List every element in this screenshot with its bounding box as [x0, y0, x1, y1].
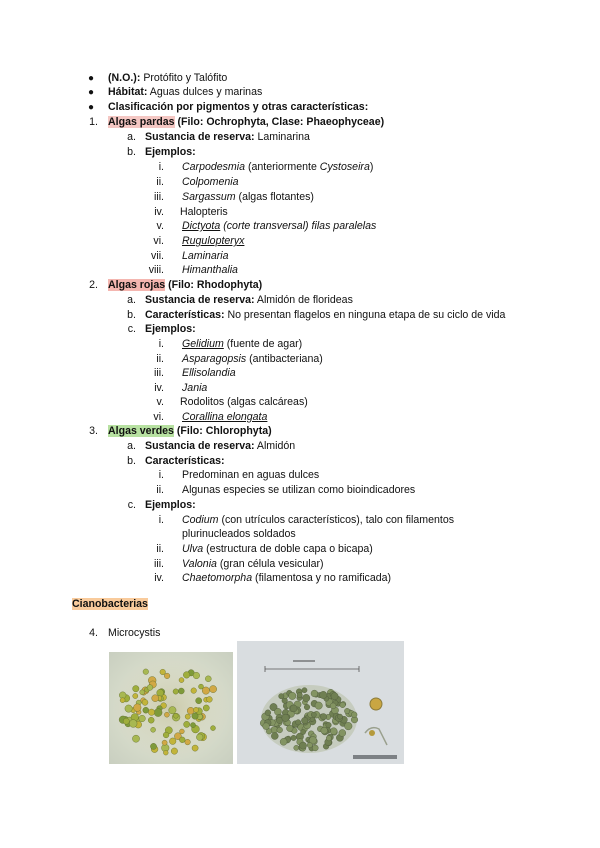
- cell-mark: [120, 698, 125, 703]
- highlight-pardas: Algas pardas: [108, 116, 175, 128]
- cell-mark: [304, 704, 310, 710]
- section-number: 2.: [89, 279, 98, 291]
- cell-mark: [207, 697, 213, 703]
- cell-mark: [129, 720, 137, 728]
- example-corallina: Corallina elongata: [182, 411, 268, 423]
- cell-mark: [163, 750, 168, 755]
- roman-marker: iv.: [154, 572, 164, 584]
- example-asparagopsis: Asparagopsis (antibacteriana): [182, 353, 323, 365]
- cell-mark: [330, 728, 337, 735]
- cell-mark: [210, 686, 217, 693]
- bullet-dot: ●: [88, 87, 95, 98]
- cell-mark: [178, 688, 184, 694]
- cell-mark: [169, 707, 176, 714]
- no-text: Protófito y Talófito: [140, 72, 228, 84]
- cell-mark: [303, 694, 310, 701]
- pardas-reserve: [145, 131, 310, 144]
- cell-mark: [331, 693, 338, 700]
- cell-mark: [297, 692, 302, 697]
- roman-marker: i.: [158, 338, 164, 350]
- cell-mark: [296, 720, 301, 725]
- cell-mark: [311, 712, 316, 717]
- pardas-rest: (Filo: Ochrophyta, Clase: Phaeophyceae): [174, 116, 385, 128]
- cell-mark: [344, 708, 349, 713]
- cell-mark: [320, 714, 326, 720]
- habitat-text: Aguas dulces y marinas: [147, 86, 263, 98]
- cell-mark: [148, 717, 154, 723]
- section-heading-pardas: [108, 116, 384, 129]
- cell-mark: [140, 690, 145, 695]
- cell-mark: [277, 727, 283, 733]
- cell-mark: [132, 735, 139, 742]
- cell-mark: [123, 718, 129, 724]
- cell-mark: [345, 722, 353, 730]
- rojas-rest: (Filo: Rhodophyta): [165, 279, 263, 291]
- example-laminaria: Laminaria: [182, 250, 229, 262]
- cell-mark: [321, 727, 328, 734]
- cell-mark: [142, 699, 148, 705]
- roman-marker: i.: [158, 469, 164, 481]
- microcystis-photo-right: [237, 641, 404, 764]
- cell-mark: [184, 721, 190, 727]
- cell-mark: [143, 669, 149, 675]
- bullet-habitat: [108, 86, 262, 99]
- cell-mark: [291, 735, 296, 740]
- highlight-rojas: Algas rojas: [108, 279, 166, 291]
- cell-mark: [193, 707, 198, 712]
- cell-mark: [312, 745, 318, 751]
- cell-mark: [315, 702, 322, 709]
- roman-marker: v.: [156, 220, 164, 232]
- roman-marker: v.: [156, 396, 164, 408]
- roman-marker: i.: [158, 161, 164, 173]
- cell-mark: [171, 748, 177, 754]
- cell-mark: [157, 689, 164, 696]
- example-gelidium: Gelidium (fuente de agar): [182, 338, 303, 350]
- verdes-reserve: Sustancia de reserva: Almidón: [145, 440, 296, 452]
- cell-mark: [287, 725, 294, 732]
- roman-marker: vi.: [153, 411, 164, 423]
- roman-marker: ii.: [156, 543, 164, 555]
- cell-mark: [326, 722, 332, 728]
- cell-mark: [337, 714, 342, 719]
- cell-mark: [139, 715, 146, 722]
- list-marker: a.: [127, 440, 136, 452]
- cell-mark: [340, 702, 346, 708]
- verdes-rest: (Filo: Chlorophyta): [173, 425, 272, 437]
- roman-marker: vii.: [151, 250, 164, 262]
- list-marker: c.: [127, 499, 136, 511]
- roman-marker: vi.: [153, 235, 164, 247]
- highlight-cyano: Cianobacterias: [72, 598, 148, 610]
- example-jania: Jania: [182, 382, 208, 394]
- roman-marker: iii.: [153, 191, 164, 203]
- cell-mark: [164, 673, 170, 679]
- cell-mark: [196, 734, 203, 741]
- cell-mark: [180, 729, 185, 734]
- cell-mark: [154, 709, 162, 717]
- cell-mark: [330, 703, 336, 709]
- cell-mark: [185, 714, 190, 719]
- cell-mark: [279, 694, 284, 699]
- section-heading-rojas: [108, 279, 262, 292]
- example-colpomenia: Colpomenia: [182, 176, 239, 188]
- example-halopteris: Halopteris: [180, 206, 228, 218]
- highlight-verdes: Algas verdes: [108, 425, 174, 437]
- section-number: 1.: [89, 116, 98, 128]
- cyano-item: Microcystis: [108, 627, 161, 639]
- cell-mark: [202, 687, 209, 694]
- roman-marker: viii.: [148, 264, 164, 276]
- habitat-label: Hábitat:: [108, 86, 148, 98]
- cell-mark: [183, 672, 190, 679]
- microcystis-photo-left: [109, 652, 233, 764]
- example-rodolitos: Rodolitos (algas calcáreas): [180, 396, 308, 408]
- examples-label: Ejemplos:: [145, 146, 196, 158]
- rojas-characteristics: Características: No presentan flagelos en ninguna etapa de su ciclo de vida: [145, 309, 506, 321]
- bullet-no: [108, 72, 227, 85]
- bullet-dot: ●: [88, 102, 95, 113]
- list-marker: a.: [127, 294, 136, 306]
- cell-mark: [203, 705, 209, 711]
- cell-mark: [265, 710, 271, 716]
- cell-mark: [339, 730, 346, 737]
- verdes-characteristics-label: Características:: [145, 455, 225, 467]
- reserve-label: Sustancia de reserva:: [145, 131, 255, 143]
- example-rugulopteryx: Rugulopteryx: [182, 235, 245, 247]
- cell-mark: [211, 726, 216, 731]
- cell-mark: [143, 707, 149, 713]
- list-marker: b.: [127, 309, 136, 321]
- section-number: 3.: [89, 425, 98, 437]
- cell-mark: [294, 745, 299, 750]
- example-codium-cont: plurinucleados soldados: [182, 528, 296, 540]
- roman-marker: ii.: [156, 176, 164, 188]
- cell-mark: [134, 704, 142, 712]
- cell-mark: [192, 713, 198, 719]
- example-himanthalia: Himanthalia: [182, 264, 238, 276]
- no-label: (N.O.):: [108, 72, 141, 84]
- example-sargassum: Sargassum (algas flotantes): [182, 191, 314, 203]
- cell-mark: [150, 743, 156, 749]
- section-number: 4.: [89, 627, 98, 639]
- list-marker: c.: [127, 323, 136, 335]
- cell-mark: [151, 727, 156, 732]
- cell-mark: [152, 695, 159, 702]
- cell-mark: [185, 739, 191, 745]
- cell-mark: [160, 669, 166, 675]
- cell-mark: [320, 691, 327, 698]
- clasificacion-label: Clasificación por pigmentos y otras características:: [108, 101, 369, 113]
- verdes-char-item: Algunas especies se utilizan como bioindicadores: [182, 484, 416, 496]
- cell-mark: [289, 692, 296, 699]
- section-heading-verdes: [108, 425, 272, 438]
- roman-marker: iii.: [153, 558, 164, 570]
- reserve-value: Laminarina: [254, 131, 310, 143]
- example-dictyota: Dictyota (corte transversal) filas paralelas: [182, 220, 377, 232]
- cell-mark: [179, 678, 184, 683]
- pardas-examples-label: [145, 146, 196, 159]
- cell-mark: [263, 723, 270, 730]
- cell-mark: [351, 712, 357, 718]
- cell-mark: [205, 676, 211, 682]
- cell-mark: [133, 693, 138, 698]
- roman-marker: ii.: [156, 484, 164, 496]
- cyano-heading: [72, 598, 148, 611]
- verdes-examples-label: Ejemplos:: [145, 499, 196, 511]
- cell-mark: [191, 688, 197, 694]
- example-valonia: Valonia (gran célula vesicular): [182, 558, 324, 570]
- verdes-char-item: Predominan en aguas dulces: [182, 469, 320, 481]
- cell-mark: [190, 723, 195, 728]
- example-codium: Codium (con utrículos característicos), talo con filamentos: [182, 514, 455, 526]
- list-marker: a.: [127, 131, 136, 143]
- cell-mark: [299, 742, 306, 749]
- bullet-dot: ●: [88, 73, 95, 84]
- roman-marker: iii.: [153, 367, 164, 379]
- cell-mark: [271, 733, 278, 740]
- cell-mark: [173, 689, 178, 694]
- example-ellisolandia: Ellisolandia: [182, 367, 236, 379]
- list-marker: b.: [127, 146, 136, 158]
- cell-mark: [164, 712, 169, 717]
- cell-mark: [302, 688, 307, 693]
- roman-marker: iv.: [154, 206, 164, 218]
- rojas-reserve: Sustancia de reserva: Almidón de florideas: [145, 294, 353, 306]
- example-ulva: Ulva (estructura de doble capa o bicapa): [182, 543, 373, 555]
- cell-mark: [193, 672, 200, 679]
- cell-mark: [163, 732, 169, 738]
- cell-mark: [280, 738, 287, 745]
- cell-mark: [179, 737, 185, 743]
- cell-mark: [147, 685, 153, 691]
- cell-mark: [311, 690, 318, 697]
- rojas-examples-label: Ejemplos:: [145, 323, 196, 335]
- cell-mark: [192, 745, 198, 751]
- example-carpodesmia: Carpodesmia (anteriormente Cystoseira): [182, 161, 374, 173]
- cell-mark: [169, 738, 176, 745]
- cell-mark: [282, 714, 289, 721]
- roman-marker: i.: [158, 514, 164, 526]
- list-marker: b.: [127, 455, 136, 467]
- cell-mark: [173, 713, 178, 718]
- cell-mark: [326, 736, 331, 741]
- roman-marker: ii.: [156, 353, 164, 365]
- example-chaetomorpha: Chaetomorpha (filamentosa y no ramificada): [182, 572, 392, 584]
- cell-mark: [301, 729, 306, 734]
- cell-mark: [133, 686, 139, 692]
- cell-mark: [162, 740, 167, 745]
- cell-mark: [307, 742, 312, 747]
- bullet-clasificacion: [108, 101, 368, 114]
- cell-mark: [290, 705, 297, 712]
- cell-mark: [301, 717, 308, 724]
- cell-mark: [125, 705, 132, 712]
- roman-marker: iv.: [154, 382, 164, 394]
- cell-mark: [196, 698, 202, 704]
- cell-mark: [148, 709, 154, 715]
